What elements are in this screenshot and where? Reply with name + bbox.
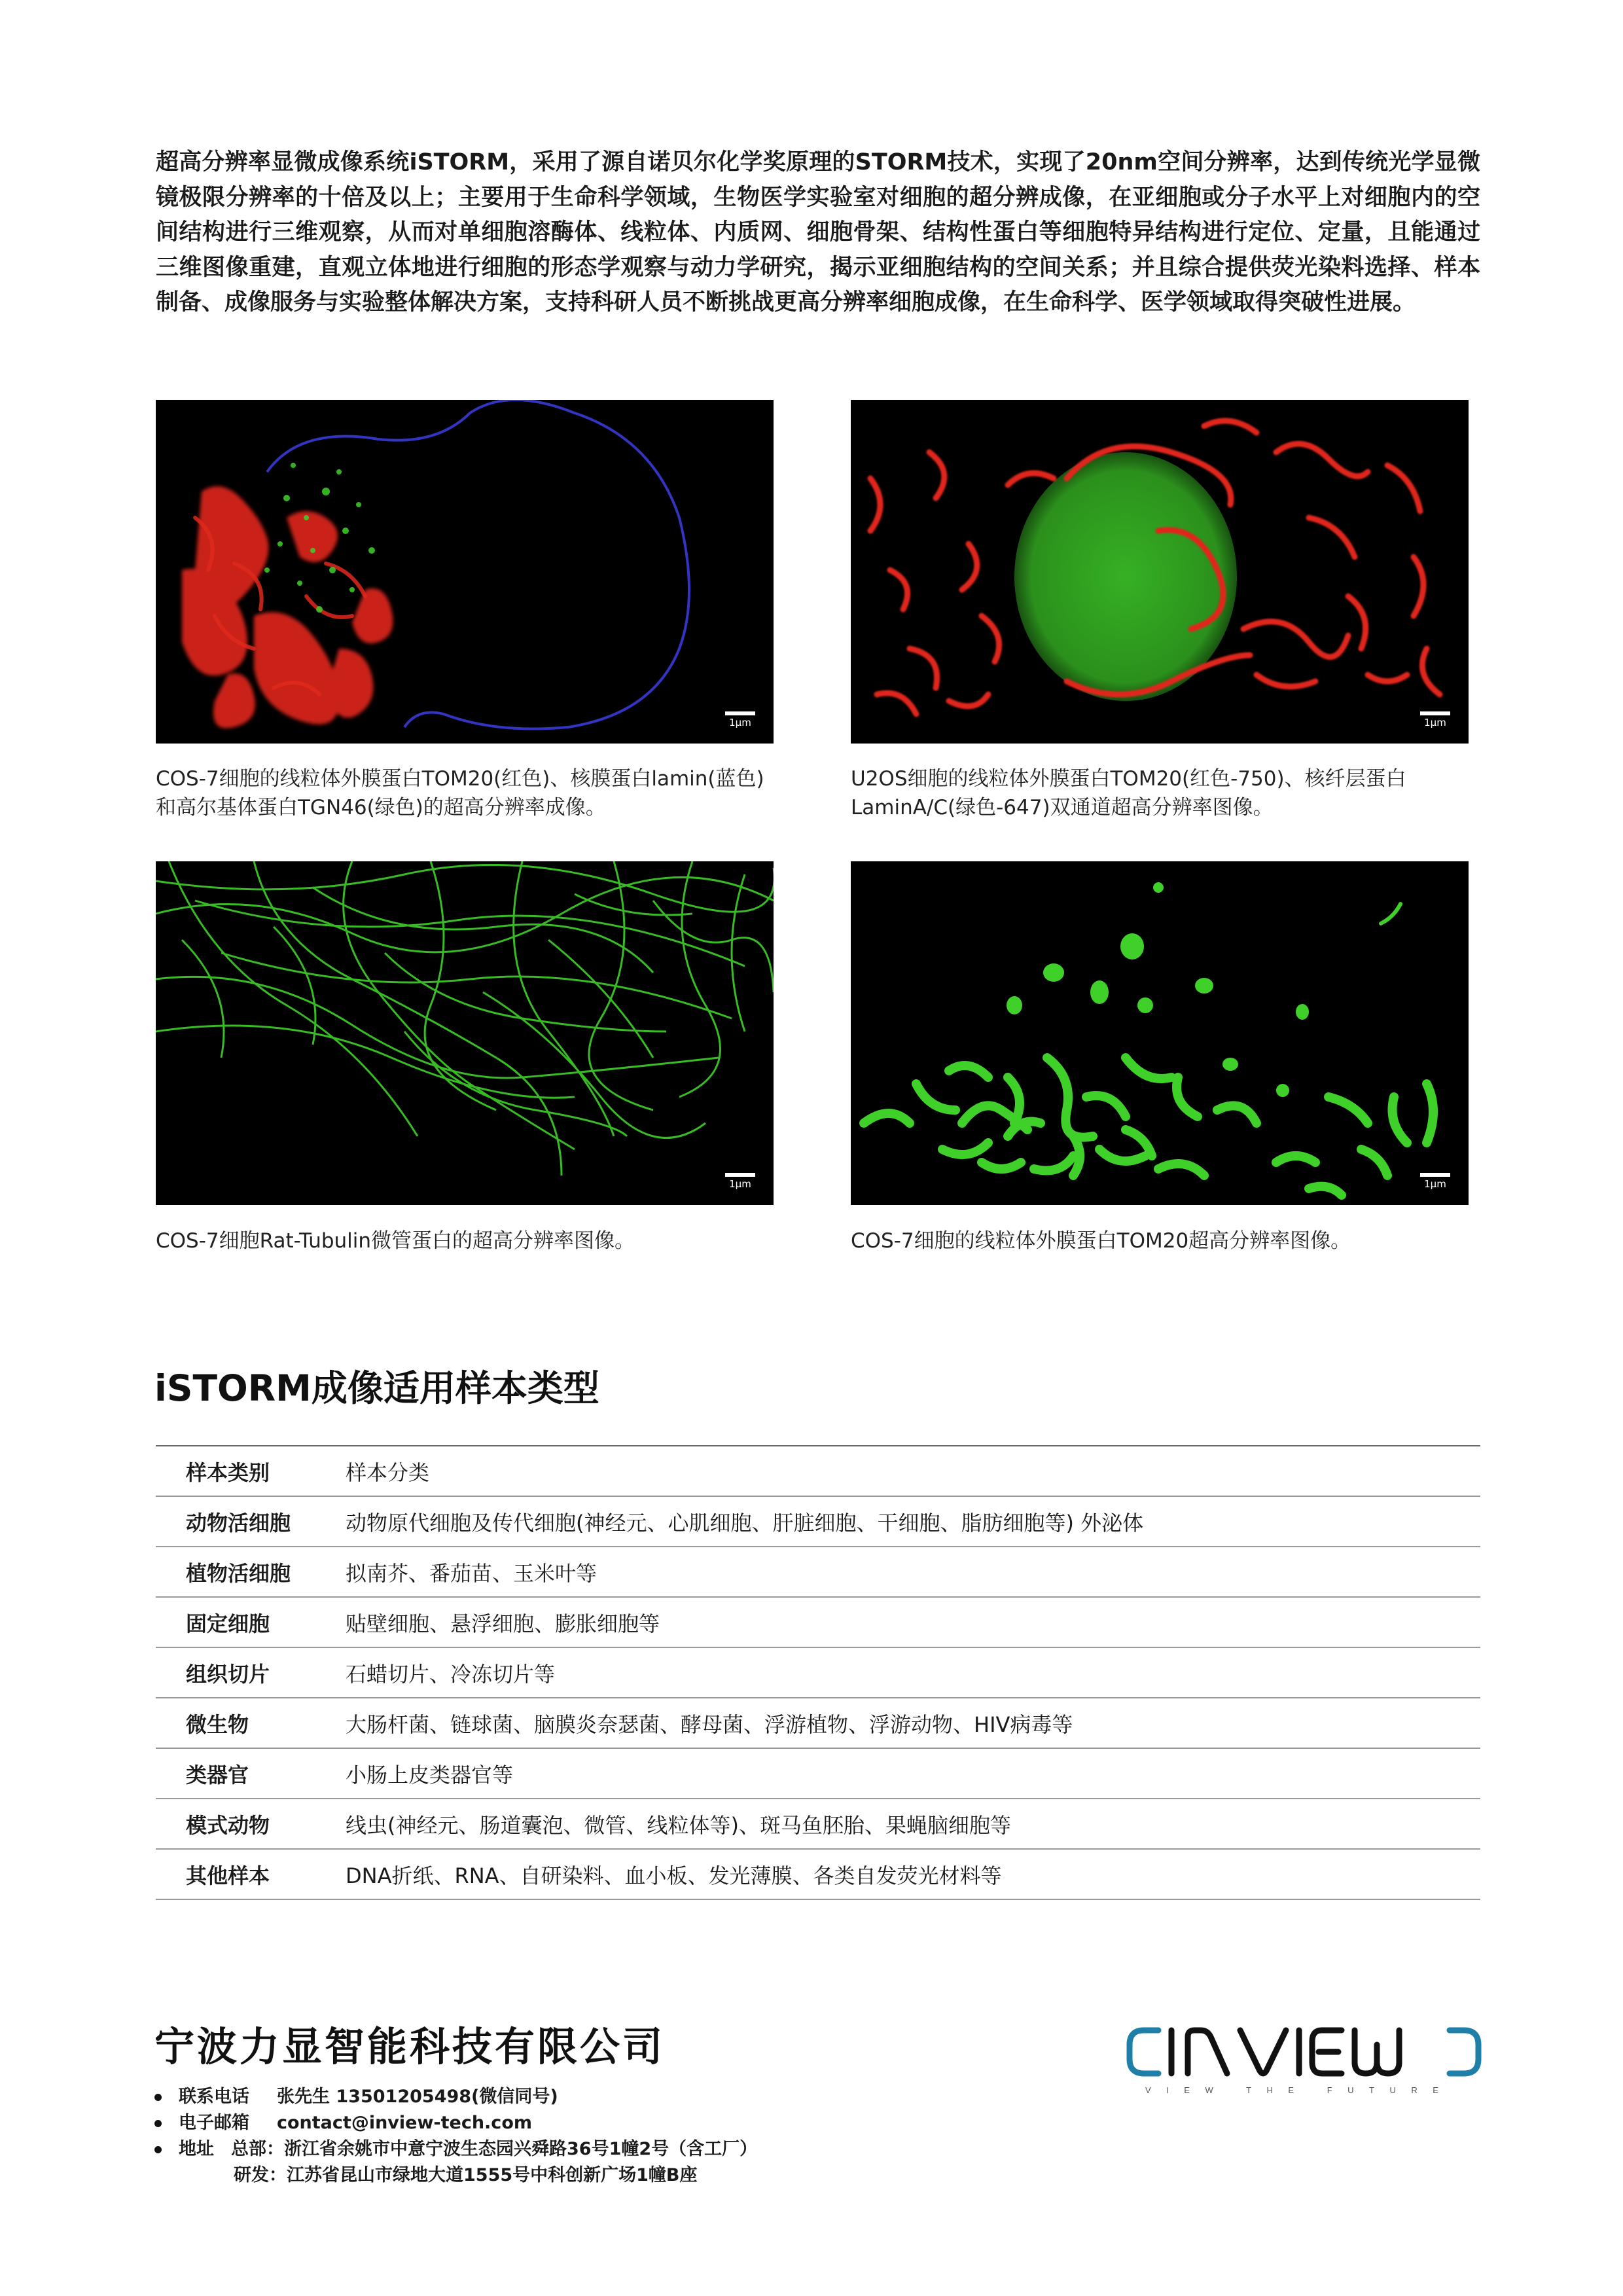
table-row: 模式动物 线虫(神经元、肠道囊泡、微管、线粒体等)、斑马鱼胚胎、果蝇脑细胞等 bbox=[156, 1799, 1480, 1849]
email-link[interactable]: contact@inview-tech.com bbox=[277, 2113, 532, 2133]
logo-tagline: VIEW THE FUTURE bbox=[1145, 2085, 1454, 2095]
caption-image-4: COS-7细胞的线粒体外膜蛋白TOM20超高分辨率图像。 bbox=[851, 1229, 1351, 1253]
inview-logo-mark bbox=[1126, 2025, 1482, 2080]
micrograph-cos7-tubulin bbox=[156, 861, 774, 1205]
bullet-icon bbox=[154, 2146, 162, 2153]
company-name: 宁波力显智能科技有限公司 bbox=[154, 2024, 666, 2070]
inview-logo bbox=[1126, 2025, 1482, 2110]
table-row: 其他样本 DNA折纸、RNA、自研染料、血小板、发光薄膜、各类自发荧光材料等 bbox=[156, 1849, 1480, 1899]
table-row: 动物活细胞 动物原代细胞及传代细胞(神经元、心肌细胞、肝脏细胞、干细胞、脂肪细胞等) 外泌体 bbox=[156, 1496, 1480, 1547]
table-row: 样本类别 样本分类 bbox=[156, 1446, 1480, 1496]
bullet-icon bbox=[154, 2094, 162, 2101]
scale-bar: 1μm bbox=[1420, 711, 1450, 728]
caption-image-3: COS-7细胞Rat-Tubulin微管蛋白的超高分辨率图像。 bbox=[156, 1229, 635, 1253]
caption-image-2: U2OS细胞的线粒体外膜蛋白TOM20(红色-750)、核纤层蛋白LaminA/C(绿色-647)双通道超高分辨率图像。 bbox=[851, 767, 1406, 819]
table-row: 植物活细胞 拟南芥、番茄苗、玉米叶等 bbox=[156, 1547, 1480, 1597]
sample-types-title: iSTORM成像适用样本类型 bbox=[154, 1367, 599, 1409]
table-row: 固定细胞 贴壁细胞、悬浮细胞、膨胀细胞等 bbox=[156, 1597, 1480, 1647]
contact-address-rd: 研发：江苏省昆山市绿地大道1555号中科创新广场1幢B座 bbox=[234, 2165, 698, 2185]
table-row: 类器官 小肠上皮类器官等 bbox=[156, 1748, 1480, 1799]
contact-phone: 联系电话 张先生 13501205498(微信同号) bbox=[154, 2084, 558, 2110]
contact-address: 地址 总部：浙江省余姚市中意宁波生态园兴舜路36号1幢2号（含工厂） bbox=[154, 2136, 757, 2162]
table-row: 组织切片 石蜡切片、冷冻切片等 bbox=[156, 1647, 1480, 1698]
bullet-icon bbox=[154, 2120, 162, 2127]
caption-image-1: COS-7细胞的线粒体外膜蛋白TOM20(红色)、核膜蛋白lamin(蓝色)和高尔基体蛋白TGN46(绿色)的超高分辨率成像。 bbox=[156, 767, 764, 819]
contact-email: 电子邮箱 contact@inview-tech.com bbox=[154, 2110, 532, 2136]
micrograph-u2os-nucleus bbox=[851, 400, 1469, 744]
intro-paragraph: 超高分辨率显微成像系统iSTORM，采用了源自诺贝尔化学奖原理的STORM技术，实现了20nm空间分辨率，达到传统光学显微镜极限分辨率的十倍及以上；主要用于生命科学领域，生物医学实验室对细胞的超分辨成像，在亚细胞或分子水平上对细胞内的空间结构进行三维观察，从而对单细胞溶酶体、线粒体、内质网、细胞骨架、结构性蛋白等细胞特异结构进行定位、定量，且能通过三维图像重建，直观立体地进行细胞的形态学观察与动力学研究，揭示亚细胞结构的空间关系；并且综合提供荧光染料选择、样本制备、成像服务与实验整体解决方案，支持科研人员不断挑战更高分辨率细胞成像，在生命科学、医学领域取得突破性进展。 bbox=[156, 149, 1480, 315]
scale-bar: 1μm bbox=[1420, 1173, 1450, 1189]
micrograph-cos7-mitochondria bbox=[851, 861, 1469, 1205]
micrograph-cos7-multichannel bbox=[156, 400, 774, 744]
scale-bar: 1μm bbox=[725, 1173, 755, 1189]
sample-types-table bbox=[156, 1445, 1480, 1900]
table-row: 微生物 大肠杆菌、链球菌、脑膜炎奈瑟菌、酵母菌、浮游植物、浮游动物、HIV病毒等 bbox=[156, 1698, 1480, 1748]
scale-bar: 1μm bbox=[725, 711, 755, 728]
